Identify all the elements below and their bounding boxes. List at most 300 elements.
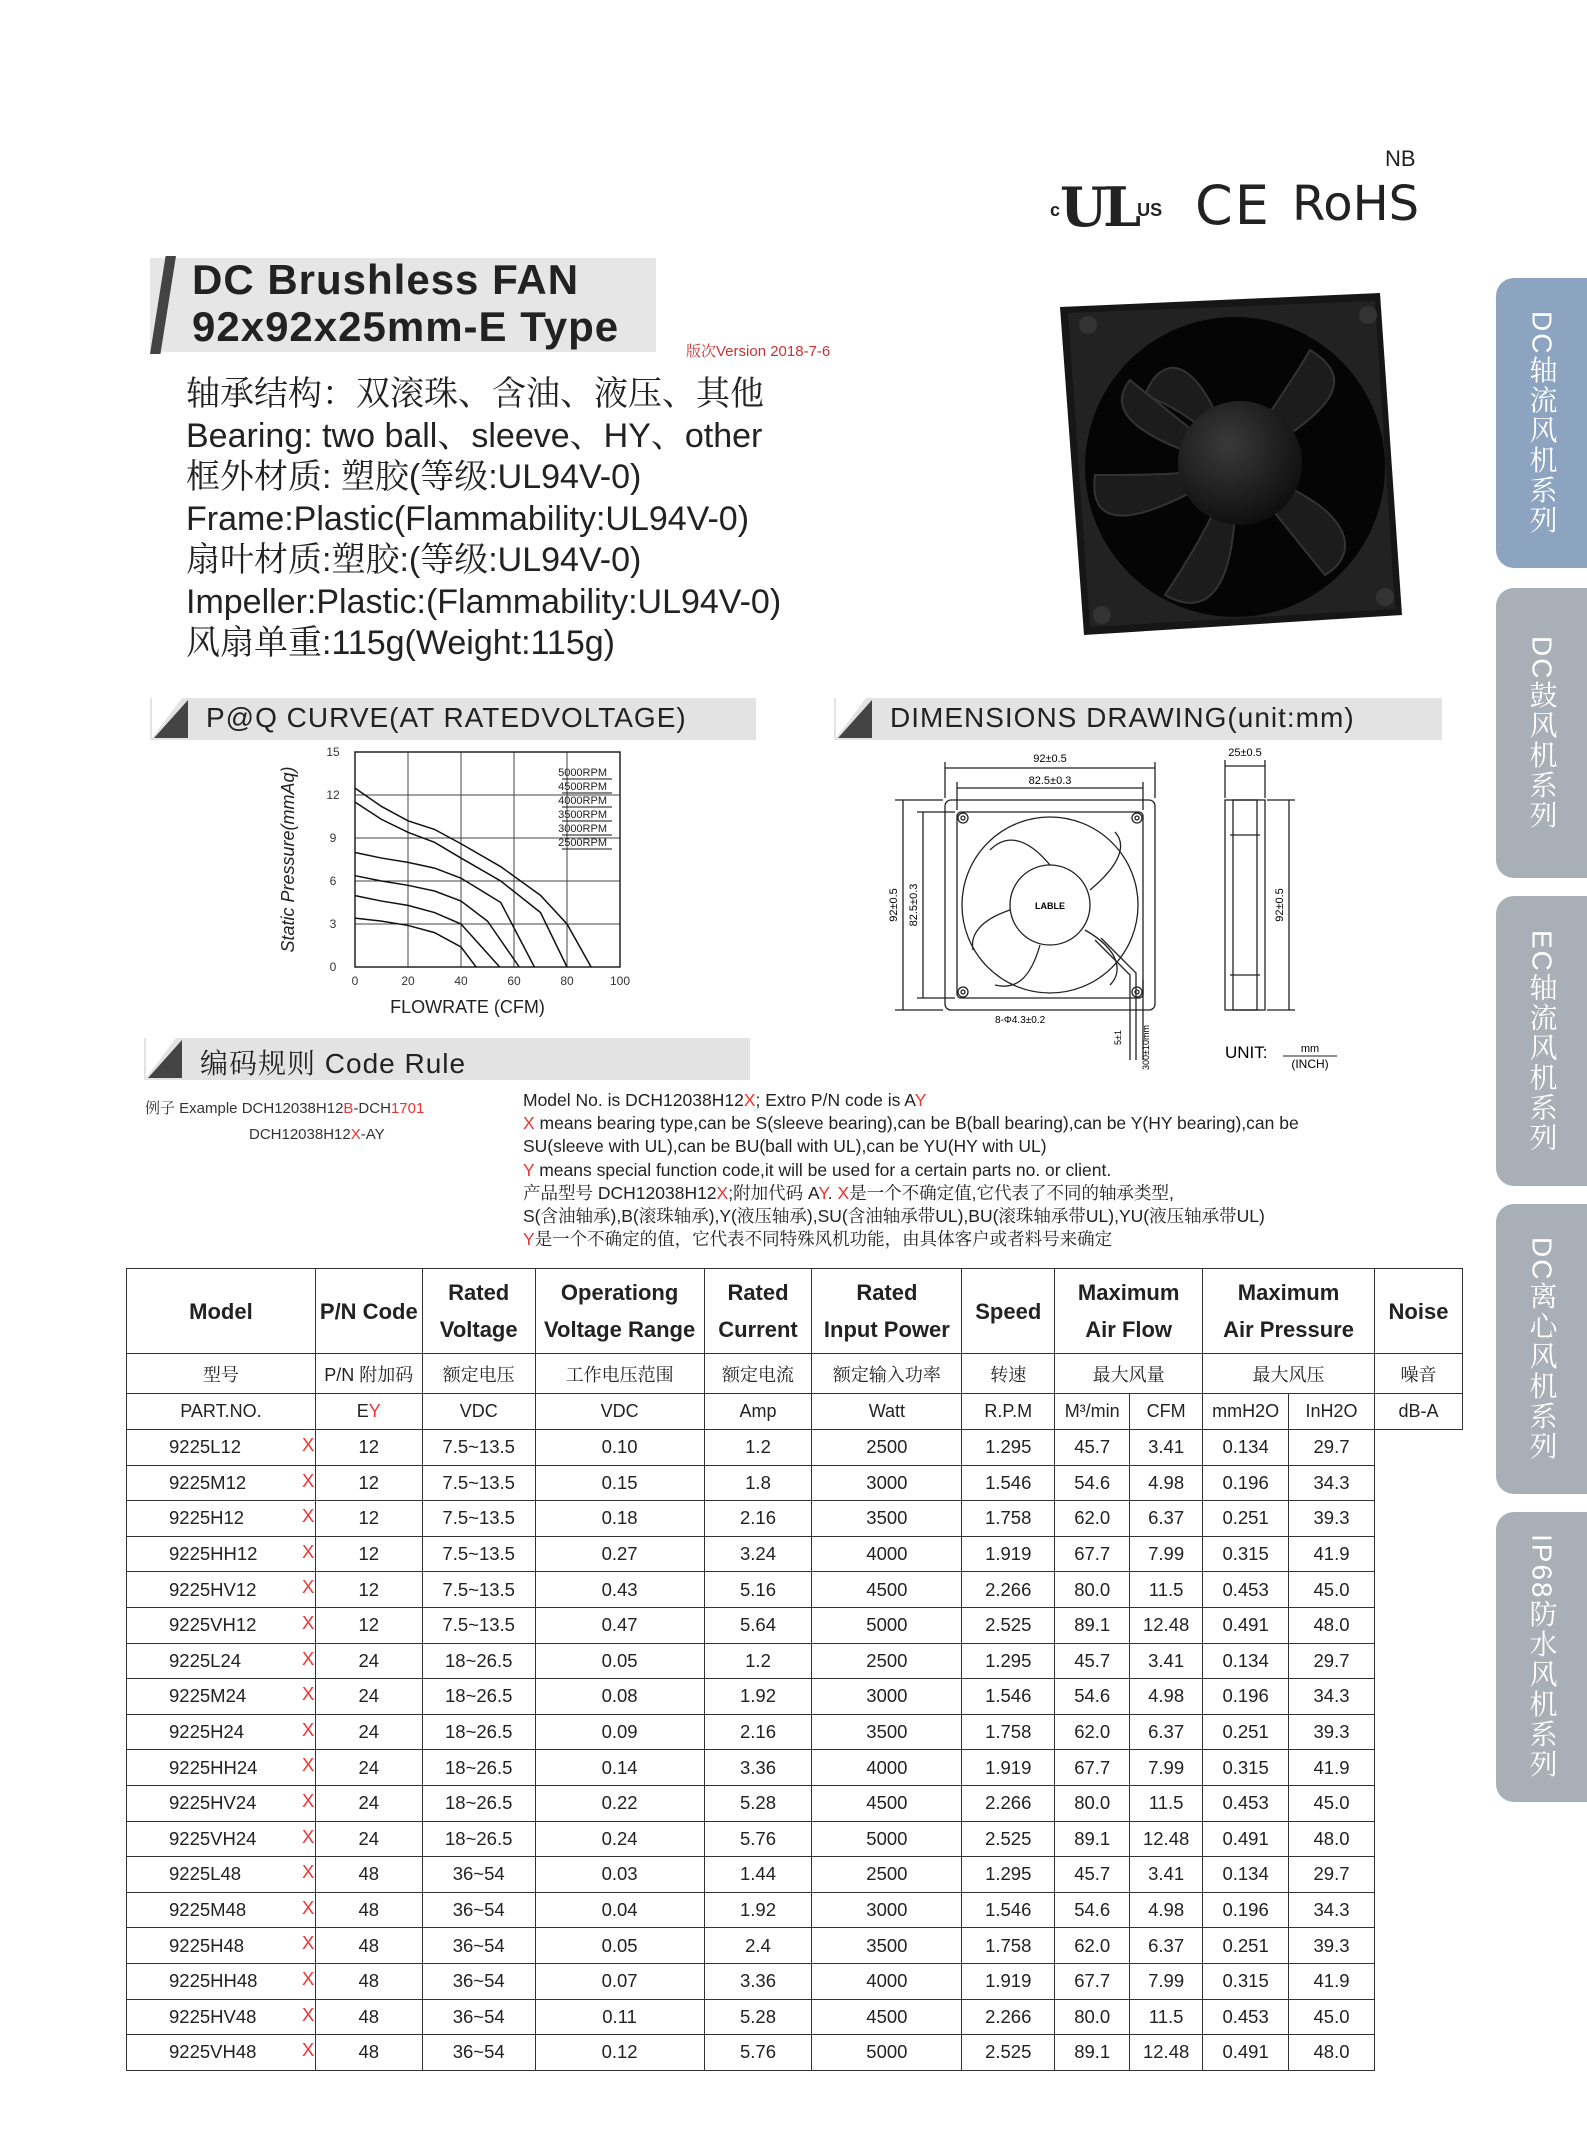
spec-list (186, 374, 781, 665)
data-cell: 18~26.5 (422, 1679, 535, 1715)
data-cell: 41.9 (1289, 1963, 1375, 1999)
data-cell: 89.1 (1055, 1607, 1130, 1643)
data-cell: 6.37 (1130, 1714, 1203, 1750)
data-cell: 1.295 (962, 1857, 1055, 1893)
column-header-cn: 额定电压 (422, 1354, 535, 1394)
svg-text:82.5±0.3: 82.5±0.3 (908, 883, 920, 927)
data-cell: 12 (315, 1572, 422, 1608)
data-cell: 1.758 (962, 1501, 1055, 1537)
series-line (355, 918, 476, 967)
unit-cell: Amp (704, 1394, 812, 1430)
data-cell: 12 (315, 1607, 422, 1643)
model-cell: 9225H24 X (127, 1714, 316, 1750)
data-cell: 3500 (812, 1928, 962, 1964)
series-label: 3000RPM (558, 823, 607, 835)
x-tick-label: 40 (454, 974, 468, 988)
y-tick-label: 0 (329, 960, 337, 974)
dimensions-header: DIMENSIONS DRAWING(unit:mm) (834, 698, 1442, 740)
column-header-cn: P/N 附加码 (315, 1354, 422, 1394)
data-cell: 2500 (812, 1643, 962, 1679)
svg-text:25±0.5: 25±0.5 (1228, 747, 1262, 759)
column-header-cn: 最大风量 (1055, 1354, 1203, 1394)
data-cell: 7.5~13.5 (422, 1536, 535, 1572)
data-cell: 39.3 (1289, 1714, 1375, 1750)
svg-text:82.5±0.3: 82.5±0.3 (1028, 775, 1072, 787)
data-cell: 11.5 (1130, 1999, 1203, 2035)
column-header-cn: 额定电流 (704, 1354, 812, 1394)
data-cell: 5000 (812, 1607, 962, 1643)
column-header: Maximum Air Flow (1055, 1269, 1203, 1354)
data-cell: 1.546 (962, 1465, 1055, 1501)
unit-cell: InH2O (1289, 1394, 1375, 1430)
series-tab[interactable]: EC轴流风机系列 (1496, 896, 1587, 1186)
data-cell: 1.919 (962, 1963, 1055, 1999)
y-tick-label: 9 (329, 831, 337, 845)
pq-curve-chart (270, 740, 650, 1030)
table-row (127, 1430, 1463, 1466)
data-cell: 3000 (812, 1465, 962, 1501)
data-cell: 2.16 (704, 1501, 812, 1537)
unit-cell: dB-A (1374, 1394, 1462, 1430)
table-row (127, 1821, 1463, 1857)
data-cell: 0.315 (1203, 1750, 1289, 1786)
data-cell: 24 (315, 1821, 422, 1857)
data-cell: 0.491 (1203, 2035, 1289, 2071)
data-cell: 29.7 (1289, 1430, 1375, 1466)
data-cell: 3.24 (704, 1536, 812, 1572)
svg-text:(INCH): (INCH) (1291, 1057, 1329, 1071)
data-cell: 0.15 (535, 1465, 704, 1501)
unit-cell: CFM (1130, 1394, 1203, 1430)
data-cell: 6.37 (1130, 1928, 1203, 1964)
svg-text:92±0.5: 92±0.5 (888, 888, 900, 922)
data-cell: 48 (315, 1857, 422, 1893)
ce-mark: CE (1195, 174, 1271, 237)
data-cell: 0.05 (535, 1928, 704, 1964)
data-cell: 45.0 (1289, 1999, 1375, 2035)
spec-line: Impeller:Plastic:(Flammability:UL94V-0) (186, 582, 782, 621)
series-tab[interactable]: DC鼓风机系列 (1496, 588, 1587, 878)
data-cell: 0.134 (1203, 1643, 1289, 1679)
column-header: Rated Voltage (422, 1269, 535, 1354)
x-tick-label: 100 (609, 974, 631, 988)
column-header-cn: 最大风压 (1203, 1354, 1375, 1394)
data-cell: 0.251 (1203, 1501, 1289, 1537)
column-header: Noise (1374, 1269, 1462, 1354)
data-cell: 3500 (812, 1714, 962, 1750)
data-cell: 2.266 (962, 1999, 1055, 2035)
unit-cell: M³/min (1055, 1394, 1130, 1430)
data-cell: 4000 (812, 1963, 962, 1999)
data-cell: 2.525 (962, 1821, 1055, 1857)
model-cell: 9225L24 X (127, 1643, 316, 1679)
data-cell: 0.47 (535, 1607, 704, 1643)
data-cell: 3.36 (704, 1750, 812, 1786)
data-cell: 5.28 (704, 1785, 812, 1821)
code-example: 例子 Example DCH12038H12B-DCH1701 DCH12038H12X-AY (145, 1100, 425, 1143)
unit-cell: R.P.M (962, 1394, 1055, 1430)
model-cell: 9225VH12 X (127, 1607, 316, 1643)
spec-line: 框外材质: 塑胶(等级:UL94V-0) (186, 458, 642, 496)
data-cell: 1.295 (962, 1643, 1055, 1679)
data-cell: 62.0 (1055, 1501, 1130, 1537)
column-header: Speed (962, 1269, 1055, 1354)
column-header-cn: 额定输入功率 (812, 1354, 962, 1394)
series-tab[interactable]: IP68防水风机系列 (1496, 1512, 1587, 1802)
data-cell: 45.7 (1055, 1857, 1130, 1893)
data-cell: 1.546 (962, 1679, 1055, 1715)
table-row (127, 1857, 1463, 1893)
column-header: Rated Current (704, 1269, 812, 1354)
data-cell: 0.03 (535, 1857, 704, 1893)
data-cell: 54.6 (1055, 1679, 1130, 1715)
table-row (127, 1892, 1463, 1928)
table-row (127, 1785, 1463, 1821)
data-cell: 41.9 (1289, 1536, 1375, 1572)
data-cell: 80.0 (1055, 1999, 1130, 2035)
column-header-cn: 型号 (127, 1354, 316, 1394)
data-cell: 36~54 (422, 2035, 535, 2071)
data-cell: 24 (315, 1679, 422, 1715)
model-cell: 9225HH24 X (127, 1750, 316, 1786)
data-cell: 5.28 (704, 1999, 812, 2035)
table-row (127, 1465, 1463, 1501)
data-cell: 0.196 (1203, 1679, 1289, 1715)
data-cell: 7.99 (1130, 1963, 1203, 1999)
series-label: 5000RPM (558, 767, 607, 779)
data-cell: 62.0 (1055, 1714, 1130, 1750)
column-header-cn: 噪音 (1374, 1354, 1462, 1394)
data-cell: 12.48 (1130, 1607, 1203, 1643)
data-cell: 2.16 (704, 1714, 812, 1750)
model-cell: 9225M24 X (127, 1679, 316, 1715)
data-cell: 6.37 (1130, 1501, 1203, 1537)
data-cell: 4000 (812, 1536, 962, 1572)
model-cell: 9225HH12 X (127, 1536, 316, 1572)
data-cell: 0.24 (535, 1821, 704, 1857)
data-cell: 18~26.5 (422, 1750, 535, 1786)
data-cell: 54.6 (1055, 1892, 1130, 1928)
data-cell: 48 (315, 1928, 422, 1964)
data-cell: 0.315 (1203, 1536, 1289, 1572)
data-cell: 0.14 (535, 1750, 704, 1786)
data-cell: 0.251 (1203, 1714, 1289, 1750)
data-cell: 3000 (812, 1892, 962, 1928)
data-cell: 0.491 (1203, 1821, 1289, 1857)
data-cell: 12 (315, 1536, 422, 1572)
column-header: Model (127, 1269, 316, 1354)
data-cell: 1.92 (704, 1892, 812, 1928)
nb-mark: NB (1385, 146, 1416, 171)
spec-table (126, 1268, 1463, 2071)
data-cell: 0.05 (535, 1643, 704, 1679)
data-cell: 24 (315, 1785, 422, 1821)
data-cell: 67.7 (1055, 1536, 1130, 1572)
data-cell: 0.27 (535, 1536, 704, 1572)
unit-cell: PART.NO. (127, 1394, 316, 1430)
svg-text:92±0.5: 92±0.5 (1033, 753, 1067, 765)
x-tick-label: 20 (401, 974, 415, 988)
data-cell: 54.6 (1055, 1465, 1130, 1501)
series-label: 4500RPM (558, 781, 607, 793)
data-cell: 29.7 (1289, 1643, 1375, 1679)
data-cell: 0.09 (535, 1714, 704, 1750)
data-cell: 0.491 (1203, 1607, 1289, 1643)
data-cell: 3.41 (1130, 1643, 1203, 1679)
data-cell: 45.7 (1055, 1430, 1130, 1466)
data-cell: 1.546 (962, 1892, 1055, 1928)
table-row (127, 1750, 1463, 1786)
data-cell: 48.0 (1289, 2035, 1375, 2071)
data-cell: 36~54 (422, 1963, 535, 1999)
y-tick-label: 12 (326, 788, 340, 802)
data-cell: 0.134 (1203, 1430, 1289, 1466)
code-rule-header: 编码规则 Code Rule (144, 1038, 750, 1080)
data-cell: 45.0 (1289, 1572, 1375, 1608)
table-row (127, 1643, 1463, 1679)
data-cell: 3.41 (1130, 1430, 1203, 1466)
dimensions-drawing (865, 740, 1425, 1080)
data-cell: 48 (315, 1892, 422, 1928)
unit-cell: VDC (422, 1394, 535, 1430)
data-cell: 12 (315, 1465, 422, 1501)
y-axis-label: Static Pressure(mmAq) (278, 766, 298, 953)
data-cell: 0.453 (1203, 1999, 1289, 2035)
data-cell: 7.5~13.5 (422, 1430, 535, 1466)
data-cell: 5.16 (704, 1572, 812, 1608)
data-cell: 2.266 (962, 1572, 1055, 1608)
data-cell: 3.41 (1130, 1857, 1203, 1893)
data-cell: 0.315 (1203, 1963, 1289, 1999)
data-cell: 11.5 (1130, 1572, 1203, 1608)
model-cell: 9225HH48 X (127, 1963, 316, 1999)
data-cell: 7.5~13.5 (422, 1572, 535, 1608)
svg-text:LABLE: LABLE (1035, 901, 1065, 911)
y-tick-label: 3 (329, 917, 337, 931)
spec-line: 轴承结构：双滚珠、含油、液压、其他 (186, 375, 764, 413)
version-label: 版次Version 2018-7-6 (686, 343, 831, 360)
data-cell: 89.1 (1055, 1821, 1130, 1857)
data-cell: 62.0 (1055, 1928, 1130, 1964)
data-cell: 4000 (812, 1750, 962, 1786)
rohs-mark: RoHS (1292, 176, 1420, 232)
data-cell: 0.453 (1203, 1785, 1289, 1821)
data-cell: 5.76 (704, 1821, 812, 1857)
data-cell: 18~26.5 (422, 1643, 535, 1679)
data-cell: 0.22 (535, 1785, 704, 1821)
data-cell: 18~26.5 (422, 1785, 535, 1821)
column-header: Maximum Air Pressure (1203, 1269, 1375, 1354)
data-cell: 0.251 (1203, 1928, 1289, 1964)
model-cell: 9225VH24 X (127, 1821, 316, 1857)
table-row (127, 2035, 1463, 2071)
data-cell: 12 (315, 1430, 422, 1466)
series-tab[interactable]: DC轴流风机系列 (1496, 278, 1587, 568)
data-cell: 1.2 (704, 1430, 812, 1466)
spec-line: 风扇单重:115g(Weight:115g) (186, 624, 615, 662)
unit-cell: Watt (812, 1394, 962, 1430)
data-cell: 5.76 (704, 2035, 812, 2071)
data-cell: 18~26.5 (422, 1821, 535, 1857)
data-cell: 5000 (812, 2035, 962, 2071)
series-label: 2500RPM (558, 837, 607, 849)
model-cell: 9225HV24 X (127, 1785, 316, 1821)
x-axis-label: FLOWRATE (CFM) (390, 997, 545, 1017)
data-cell: 89.1 (1055, 2035, 1130, 2071)
title-line-2: 92x92x25mm-E Type (192, 303, 620, 350)
data-cell: 12 (315, 1501, 422, 1537)
data-cell: 0.134 (1203, 1857, 1289, 1893)
data-cell: 2.266 (962, 1785, 1055, 1821)
data-cell: 7.5~13.5 (422, 1501, 535, 1537)
data-cell: 1.44 (704, 1857, 812, 1893)
data-cell: 3000 (812, 1679, 962, 1715)
data-cell: 4.98 (1130, 1679, 1203, 1715)
data-cell: 7.5~13.5 (422, 1607, 535, 1643)
data-cell: 2.525 (962, 1607, 1055, 1643)
y-tick-label: 15 (326, 745, 340, 759)
data-cell: 0.10 (535, 1430, 704, 1466)
data-cell: 2500 (812, 1857, 962, 1893)
data-cell: 4500 (812, 1785, 962, 1821)
model-cell: 9225L48 X (127, 1857, 316, 1893)
model-cell: 9225L12 X (127, 1430, 316, 1466)
table-row (127, 1536, 1463, 1572)
data-cell: 5000 (812, 1821, 962, 1857)
series-tab[interactable]: DC离心风机系列 (1496, 1204, 1587, 1494)
svg-text:UNIT:: UNIT: (1225, 1043, 1268, 1062)
column-header: Operationg Voltage Range (535, 1269, 704, 1354)
y-tick-label: 6 (329, 874, 337, 888)
pq-curve-header: P@Q CURVE(AT RATEDVOLTAGE) (150, 698, 756, 740)
data-cell: 48 (315, 1963, 422, 1999)
data-cell: 34.3 (1289, 1679, 1375, 1715)
table-row (127, 1928, 1463, 1964)
x-tick-label: 80 (560, 974, 574, 988)
data-cell: 80.0 (1055, 1572, 1130, 1608)
data-cell: 34.3 (1289, 1892, 1375, 1928)
data-cell: 1.919 (962, 1536, 1055, 1572)
series-label: 3500RPM (558, 809, 607, 821)
fan-product-photo (1050, 285, 1410, 645)
data-cell: 36~54 (422, 1857, 535, 1893)
data-cell: 0.12 (535, 2035, 704, 2071)
unit-cell: mmH2O (1203, 1394, 1289, 1430)
data-cell: 4.98 (1130, 1465, 1203, 1501)
table-row (127, 1963, 1463, 1999)
data-cell: 39.3 (1289, 1501, 1375, 1537)
data-cell: 18~26.5 (422, 1714, 535, 1750)
unit-cell: VDC (535, 1394, 704, 1430)
data-cell: 1.919 (962, 1750, 1055, 1786)
svg-text:mm: mm (1300, 1043, 1320, 1055)
column-header-cn: 转速 (962, 1354, 1055, 1394)
data-cell: 80.0 (1055, 1785, 1130, 1821)
data-cell: 1.2 (704, 1643, 812, 1679)
table-row (127, 1999, 1463, 2035)
column-header: P/N Code (315, 1269, 422, 1354)
data-cell: 11.5 (1130, 1785, 1203, 1821)
spec-line: Frame:Plastic(Flammability:UL94V-0) (186, 499, 750, 538)
data-cell: 0.43 (535, 1572, 704, 1608)
spec-line: 扇叶材质:塑胶:(等级:UL94V-0) (186, 541, 642, 579)
table-row (127, 1714, 1463, 1750)
data-cell: 29.7 (1289, 1857, 1375, 1893)
spec-line: Bearing: two ball、sleeve、HY、other (186, 416, 763, 455)
data-cell: 0.196 (1203, 1465, 1289, 1501)
data-cell: 36~54 (422, 1892, 535, 1928)
data-cell: 34.3 (1289, 1465, 1375, 1501)
svg-text:300±10mm: 300±10mm (1141, 1025, 1151, 1070)
svg-text:8-Φ4.3±0.2: 8-Φ4.3±0.2 (995, 1015, 1046, 1026)
data-cell: 45.0 (1289, 1785, 1375, 1821)
data-cell: 2500 (812, 1430, 962, 1466)
data-cell: 24 (315, 1750, 422, 1786)
column-header: Rated Input Power (812, 1269, 962, 1354)
data-cell: 0.08 (535, 1679, 704, 1715)
data-cell: 45.7 (1055, 1643, 1130, 1679)
data-cell: 48 (315, 1999, 422, 2035)
data-cell: 3500 (812, 1501, 962, 1537)
table-row (127, 1572, 1463, 1608)
model-cell: 9225M48 X (127, 1892, 316, 1928)
data-cell: 2.4 (704, 1928, 812, 1964)
table-row (127, 1501, 1463, 1537)
data-cell: 7.5~13.5 (422, 1465, 535, 1501)
code-rule-description: Model No. is DCH12038H12X; Extro P/N code is AY X means bearing type,can be S(sleeve bearing),can be B(ball bearing),can be Y(HY bearing),can be SU(sleeve with UL),can be BU(ball with UL),can be YU(HY with UL) Y means special function code,it will be used for a certain parts no. or client. 产品型号 DCH12038H12X;附加代码 AY. X是一个不确定值,它代表了不同的轴承类型, S(含油轴承),B(滚珠轴承),Y(液压轴承),SU(含油轴承带UL),BU(滚珠轴承带UL),YU(液压轴承带UL) Y是一个不确定的值，它代表不同特殊风机功能，由具体客户或者料号来确定 (523, 1090, 1299, 1250)
data-cell: 36~54 (422, 1928, 535, 1964)
data-cell: 0.07 (535, 1963, 704, 1999)
data-cell: 3.36 (704, 1963, 812, 1999)
pn-code-cell: EY (315, 1394, 422, 1430)
svg-text:5±1: 5±1 (1113, 1030, 1123, 1045)
data-cell: 36~54 (422, 1999, 535, 2035)
data-cell: 41.9 (1289, 1750, 1375, 1786)
data-cell: 67.7 (1055, 1963, 1130, 1999)
model-cell: 9225VH48 X (127, 2035, 316, 2071)
title-line-1: DC Brushless FAN (192, 256, 580, 303)
data-cell: 0.453 (1203, 1572, 1289, 1608)
data-cell: 5.64 (704, 1607, 812, 1643)
data-cell: 0.18 (535, 1501, 704, 1537)
data-cell: 4500 (812, 1999, 962, 2035)
data-cell: 0.196 (1203, 1892, 1289, 1928)
table-row (127, 1607, 1463, 1643)
x-tick-label: 0 (351, 974, 359, 988)
svg-text:92±0.5: 92±0.5 (1274, 888, 1286, 922)
data-cell: 1.758 (962, 1928, 1055, 1964)
ul-mark: cULUS (1050, 175, 1163, 239)
model-cell: 9225HV12 X (127, 1572, 316, 1608)
data-cell: 1.8 (704, 1465, 812, 1501)
data-cell: 12.48 (1130, 2035, 1203, 2071)
data-cell: 7.99 (1130, 1536, 1203, 1572)
column-header-cn: 工作电压范围 (535, 1354, 704, 1394)
table-row (127, 1679, 1463, 1715)
data-cell: 0.04 (535, 1892, 704, 1928)
model-cell: 9225HV48 X (127, 1999, 316, 2035)
data-cell: 24 (315, 1714, 422, 1750)
data-cell: 4.98 (1130, 1892, 1203, 1928)
certification-marks (1050, 140, 1420, 239)
product-title (192, 256, 619, 350)
data-cell: 48.0 (1289, 1607, 1375, 1643)
model-cell: 9225H48 X (127, 1928, 316, 1964)
data-cell: 12.48 (1130, 1821, 1203, 1857)
data-cell: 0.11 (535, 1999, 704, 2035)
series-line (355, 788, 591, 967)
model-cell: 9225M12 X (127, 1465, 316, 1501)
